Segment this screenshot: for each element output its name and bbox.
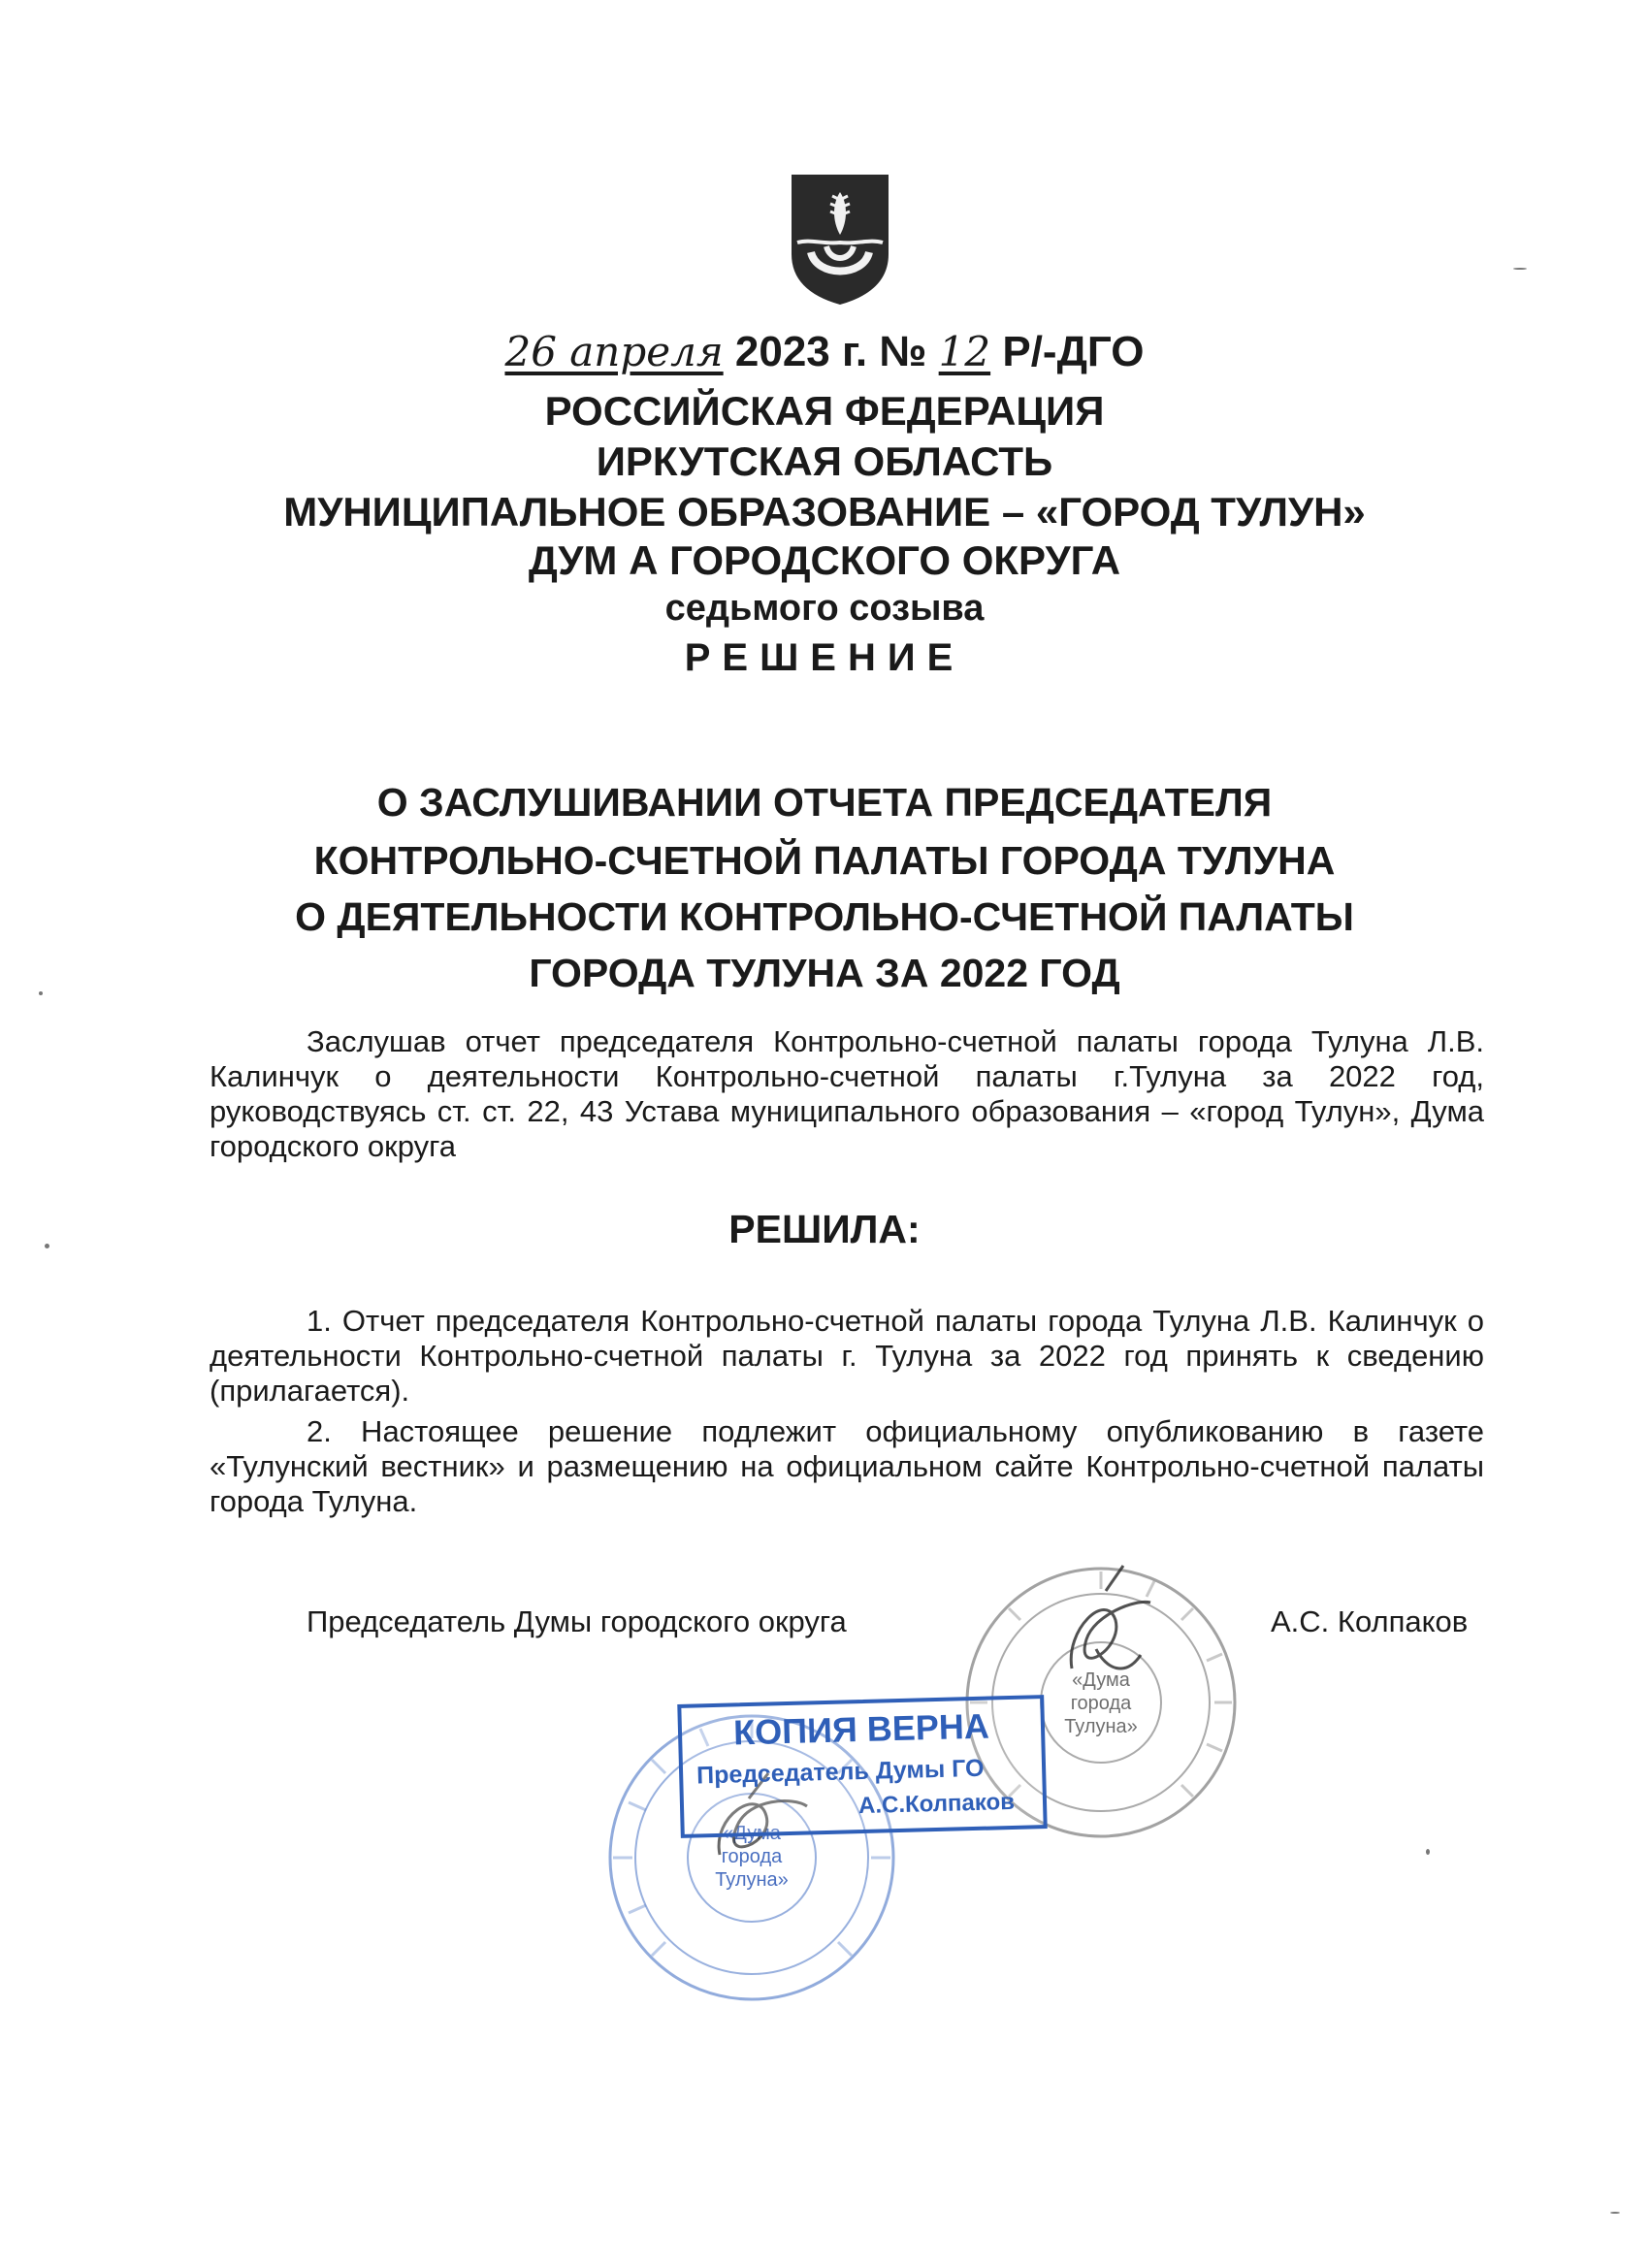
document-type: РЕШЕНИЕ [684,636,965,679]
preamble-paragraph: Заслушав отчет председателя Контрольно-счетной палаты города Тулуна Л.В. Калинчук о деятельности Контрольно-счетной палаты г.Тулуна за 2022 год, руководствуясь ст. ст. 22, 43 Устава муниципального образования – «город Тулун», Дума городского округа [210,1024,1484,1163]
signatory-role: Председатель Думы городского округа [307,1604,847,1638]
signatory-name: А.С. Колпаков [1271,1604,1469,1638]
resolution-item-2: 2. Настоящее решение подлежит официальному опубликованию в газете «Тулунский вестник» и размещению на официальном сайте Контрольно-счетной палаты города Тулуна. [210,1414,1484,1518]
municipality-name: МУНИЦИПАЛЬНОЕ ОБРАЗОВАНИЕ – «ГОРОД ТУЛУН» [283,489,1366,535]
country-name: РОССИЙСКАЯ ФЕДЕРАЦИЯ [544,388,1105,434]
issuing-body: ДУМ А ГОРОДСКОГО ОКРУГА [528,537,1121,583]
scan-speck [1426,1849,1430,1855]
title-line-1: О ЗАСЛУШИВАНИИ ОТЧЕТА ПРЕДСЕДАТЕЛЯ [376,780,1273,825]
title-line-2: КОНТРОЛЬНО-СЧЕТНОЙ ПАЛАТЫ ГОРОДА ТУЛУНА [313,838,1336,883]
copy-stamp-name: А.С.Колпаков [857,1788,1016,1820]
copy-stamp-title: КОПИЯ ВЕРНА [732,1705,990,1753]
copy-certified-stamp [677,1695,1047,1838]
region-name: ИРКУТСКАЯ ОБЛАСТЬ [596,438,1053,484]
scan-speck [1610,2212,1620,2214]
blue-stamp-text: «Дума города Тулуна» [715,1823,789,1891]
convocation: седьмого созыва [664,588,985,629]
handwritten-number: 12 [938,328,991,375]
date-year: 2023 г. № [734,328,927,375]
number-suffix: Р/-ДГО [1002,328,1145,375]
copy-stamp-role: Председатель Думы ГО [695,1754,985,1790]
black-stamp-text: «Дума города Тулуна» [1064,1669,1138,1737]
resolution-item-1: 1. Отчет председателя Контрольно-счетной палаты города Тулуна Л.В. Калинчук о деятельности Контрольно-счетной палаты г. Тулуна за 2022 год принять к сведению (прилагается). [210,1304,1484,1408]
title-line-3: О ДЕЯТЕЛЬНОСТИ КОНТРОЛЬНО-СЧЕТНОЙ ПАЛАТЫ [295,894,1354,939]
scan-speck [45,1244,49,1248]
scan-speck [39,991,43,995]
resolved-heading: РЕШИЛА: [728,1207,921,1251]
coat-of-arms-icon [788,171,892,307]
handwritten-date: 26 апреля [504,328,724,375]
title-line-4: ГОРОДА ТУЛУНА ЗА 2022 ГОД [529,951,1120,995]
scan-speck [1513,268,1527,270]
decision-date-number [0,328,1649,376]
